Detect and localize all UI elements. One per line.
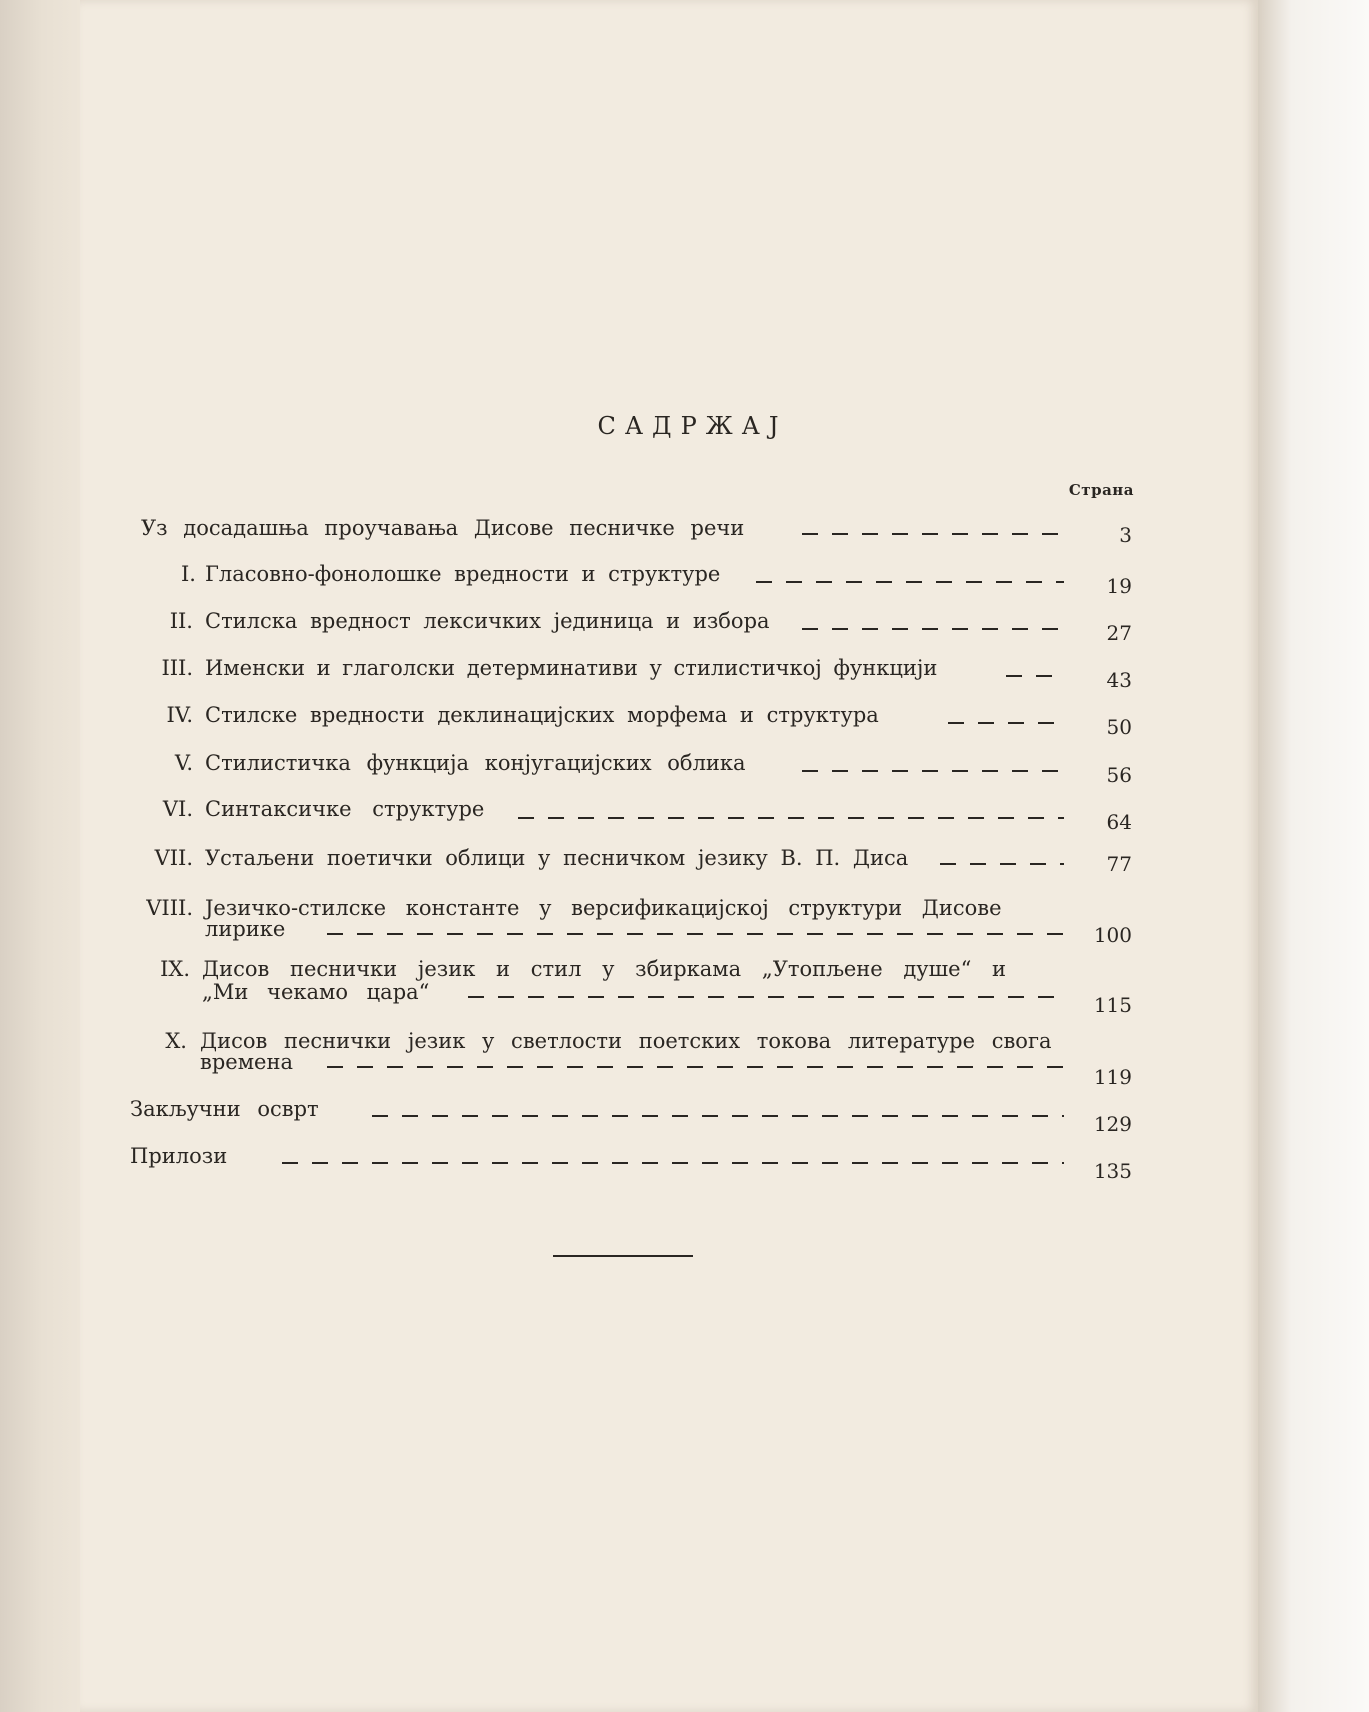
toc-entry-chapter-1 — [0, 562, 1369, 598]
chapter-number: II. — [169, 609, 193, 633]
toc-entry-page: 64 — [1106, 810, 1132, 834]
toc-entry-chapter-8 — [0, 896, 1369, 956]
toc-entry-text: Гласовно-фонолошке вредности и структуре — [205, 562, 721, 586]
toc-entry-page: 115 — [1093, 993, 1132, 1017]
toc-entry-text-line-1: Дисов песнички језик и стил у збиркама „Утопљене душе“ и — [202, 957, 1007, 981]
toc-entry-page: 119 — [1093, 1065, 1132, 1089]
leader-dashes — [802, 533, 1064, 535]
toc-entry-text: Именски и глаголски детерминативи у стилистичкој функцији — [205, 656, 938, 680]
toc-entry-page: 27 — [1106, 621, 1132, 645]
chapter-number: V. — [174, 751, 193, 775]
toc-entry-page: 43 — [1106, 668, 1132, 692]
toc-entry-intro — [0, 516, 1369, 546]
toc-entry-text: Стилистичка функција конјугацијских облика — [205, 751, 746, 775]
toc-entry-chapter-7 — [0, 846, 1369, 876]
toc-entry-page: 3 — [1119, 523, 1132, 547]
leader-dashes — [940, 863, 1064, 865]
toc-entry-text: Синтаксичке структуре — [205, 797, 485, 821]
toc-entry-text: Стилска вредност лексичких јединица и избора — [205, 609, 770, 633]
leader-dashes — [756, 581, 1064, 583]
chapter-number: III. — [161, 656, 193, 680]
chapter-number: X. — [165, 1029, 187, 1053]
toc-entry-page: 100 — [1093, 923, 1132, 947]
chapter-number: IX. — [160, 957, 190, 981]
leader-dashes — [282, 1162, 1064, 1164]
toc-entry-page: 77 — [1106, 852, 1132, 876]
end-rule — [553, 1255, 693, 1257]
toc-entry-chapter-6 — [0, 797, 1369, 834]
leader-dashes — [802, 628, 1064, 630]
toc-entry-page: 50 — [1106, 715, 1132, 739]
toc-entry-text: Стилске вредности деклинацијских морфема и структура — [205, 703, 879, 727]
toc-entry-chapter-5 — [0, 751, 1369, 787]
toc-entry-text: Прилози — [130, 1144, 228, 1168]
toc-entry-chapter-4 — [0, 703, 1369, 739]
toc-entry-text: Закључни осврт — [130, 1097, 319, 1121]
toc-entry-page: 56 — [1106, 763, 1132, 787]
leader-dashes — [1006, 675, 1064, 677]
toc-entry-text-line-1: Језичко-стилске константе у версификацијској структури Дисове — [205, 896, 1002, 920]
toc-entry-chapter-9 — [0, 957, 1369, 1017]
toc-entry-chapter-3 — [0, 656, 1369, 692]
toc-entry-chapter-10 — [0, 1029, 1369, 1089]
chapter-number: I. — [181, 562, 196, 586]
toc-entry-page: 129 — [1093, 1112, 1132, 1136]
leader-dashes — [948, 722, 1064, 724]
toc-entry-page: 135 — [1093, 1159, 1132, 1183]
toc-entry-text-line-2: „Ми чекамо цара“ — [202, 980, 430, 1004]
chapter-number: IV. — [166, 703, 193, 727]
page-column-label: Страна — [1068, 481, 1134, 499]
leader-dashes — [327, 933, 1064, 935]
toc-entry-text: Устаљени поетички облици у песничком језику В. П. Диса — [205, 846, 909, 870]
page-title: САДРЖАЈ — [597, 412, 788, 440]
chapter-number: VIII. — [146, 896, 193, 920]
toc-entry-chapter-2 — [0, 609, 1369, 645]
leader-dashes — [518, 817, 1064, 819]
leader-dashes — [468, 996, 1064, 998]
toc-entry-text-line-2: лирике — [205, 917, 286, 941]
chapter-number: VI. — [162, 797, 193, 821]
leader-dashes — [327, 1066, 1064, 1068]
toc-entry-text: Уз досадашња проучавања Дисове песничке речи — [141, 516, 745, 540]
toc-entry-appendices — [0, 1144, 1369, 1183]
toc-entry-text-line-1: Дисов песнички језик у светлости поетских токова литературе свога — [200, 1029, 1052, 1053]
toc-entry-conclusion — [0, 1097, 1369, 1136]
chapter-number: VII. — [154, 846, 193, 870]
toc-entry-text-line-2: времена — [200, 1050, 293, 1074]
leader-dashes — [372, 1115, 1064, 1117]
leader-dashes — [802, 770, 1064, 772]
toc-entry-page: 19 — [1106, 574, 1132, 598]
